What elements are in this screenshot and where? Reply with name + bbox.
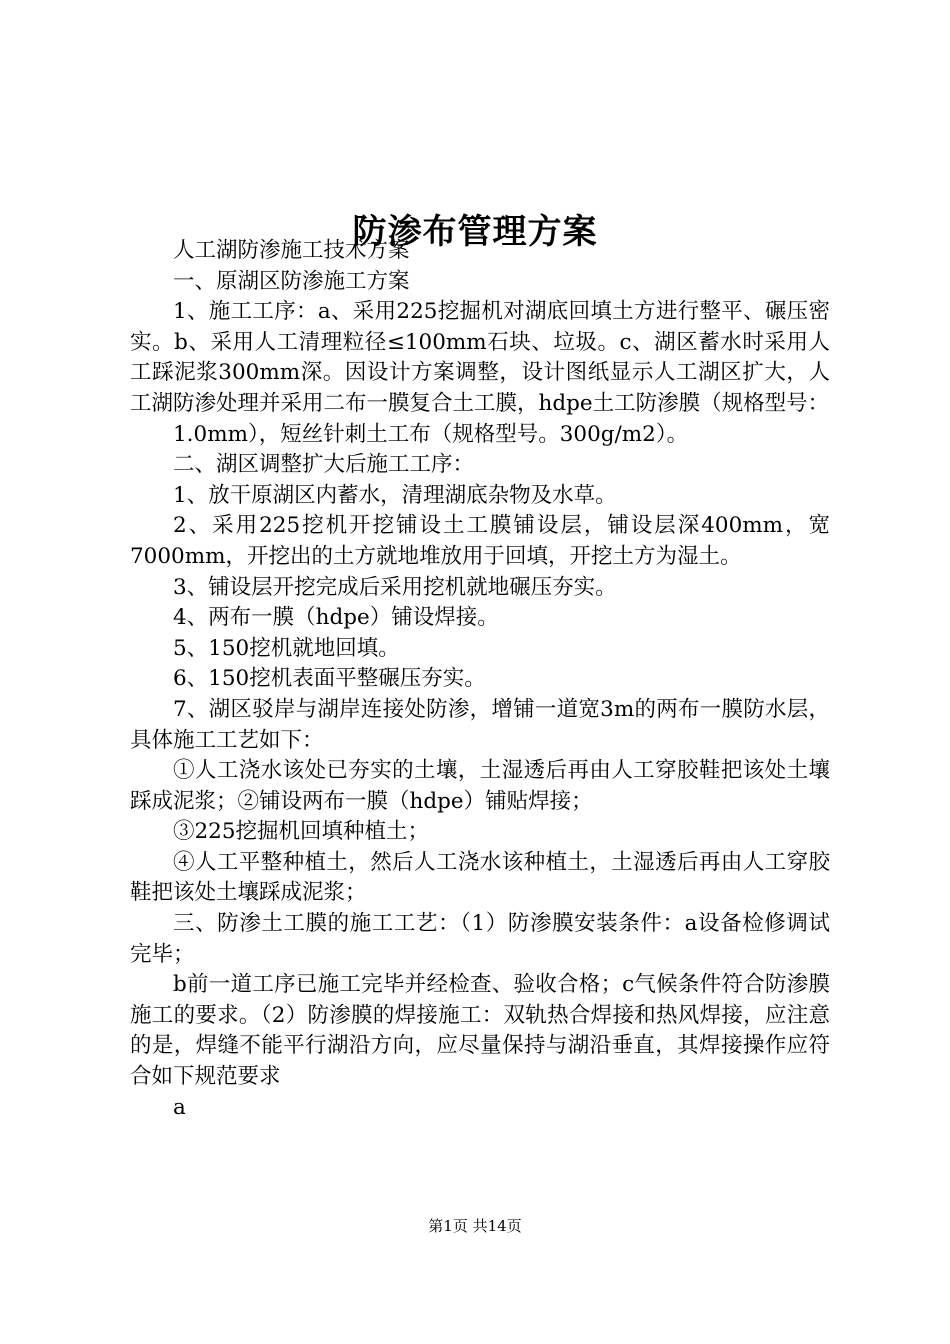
paragraph: ③225挖掘机回填种植土； [173,819,430,845]
paragraph: ①人工浇水该处已夯实的土壤，土湿透后再由人工穿胶鞋把该处土壤踩成泥浆；②铺设两布一膜（hdpe）铺贴焊接； [130,758,830,814]
paragraph: 7、湖区驳岸与湖岸连接处防渗，增铺一道宽3m的两布一膜防水层，具体施工工艺如下： [130,696,830,753]
paragraph: 1、放干原湖区内蓄水，清理湖底杂物及水草。 [173,482,617,508]
paragraph: a [173,1094,186,1120]
paragraph: 5、150挖机就地回填。 [173,635,400,661]
paragraph: ④人工平整种植土，然后人工浇水该种植土，土湿透后再由人工穿胶鞋把该处土壤踩成泥浆； [130,849,830,906]
paragraph: 人工湖防渗施工技术方案 [173,238,410,263]
paragraph: 一、原湖区防渗施工方案 [173,268,410,294]
document-body [130,236,830,1123]
paragraph: 1.0mm），短丝针刺土工布（规格型号。300g/m2）。 [173,421,689,447]
paragraph: 三、防渗土工膜的施工工艺：（1）防渗膜安装条件：a设备检修调试完毕； [130,911,830,967]
paragraph: 3、铺设层开挖完成后采用挖机就地碾压夯实。 [173,574,617,600]
paragraph: 1、施工工序：a、采用225挖掘机对湖底回填土方进行整平、碾压密实。b、采用人工清理粒径≤100mm石块、垃圾。c、湖区蓄水时采用人工踩泥浆300mm深。因设计方案调整，设计图纸显示人工湖区扩大，人工湖防渗处理并采用二布一膜复合土工膜，hdpe土工防渗膜（规格型号： [130,299,830,416]
paragraph: b前一道工序已施工完毕并经检查、验收合格；c气候条件符合防渗膜施工的要求。（2）防渗膜的焊接施工：双轨热合焊接和热风焊接，应注意的是，焊缝不能平行湖沿方向，应尽量保持与湖沿垂直，其焊接操作应符合如下规范要求 [130,972,830,1090]
paragraph: 2、采用225挖机开挖铺设土工膜铺设层，铺设层深400mm，宽7000mm，开挖出的土方就地堆放用于回填，开挖土方为湿土。 [130,513,830,569]
page-footer: 第1页 共14页 [428,1217,522,1235]
paragraph: 二、湖区调整扩大后施工工序： [173,452,475,478]
paragraph: 4、两布一膜（hdpe）铺设焊接。 [173,605,499,631]
paragraph: 6、150挖机表面平整碾压夯实。 [173,666,486,692]
document-title: 防渗布管理方案 [352,211,598,252]
